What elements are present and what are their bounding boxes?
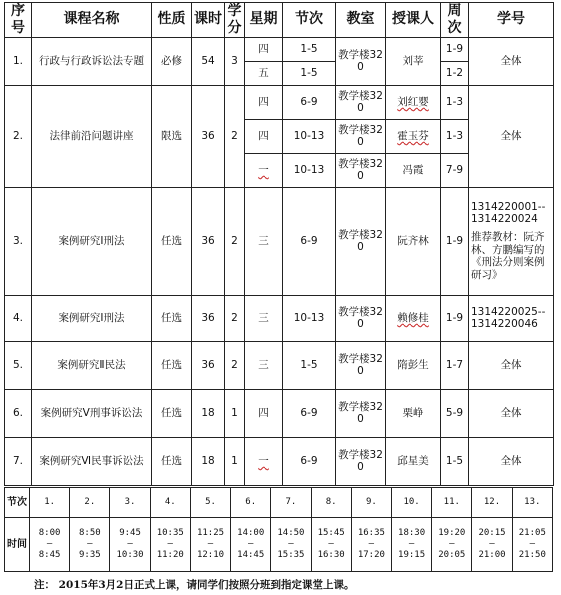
weekday-cell bbox=[245, 437, 283, 485]
period-time bbox=[271, 518, 311, 572]
student-id-cell: 全体 bbox=[469, 37, 554, 85]
nature-cell: 任选 bbox=[152, 295, 192, 341]
period-number: 2. bbox=[70, 488, 110, 518]
period-end: 21:50 bbox=[518, 549, 546, 560]
period-number: 3. bbox=[110, 488, 150, 518]
teacher-name: 霍玉芬 bbox=[397, 129, 429, 142]
teacher-cell: 邱星美 bbox=[386, 437, 441, 485]
period-number: 10. bbox=[391, 488, 431, 518]
course-name-cell: 案例研究Ⅱ民法 bbox=[32, 341, 152, 389]
seq-cell: 2. bbox=[5, 85, 32, 187]
room-cell: 教学楼320 bbox=[336, 153, 386, 187]
teacher-cell: 隋彭生 bbox=[386, 341, 441, 389]
period-end: 17:20 bbox=[357, 549, 385, 560]
period-time bbox=[110, 518, 150, 572]
dash: — bbox=[247, 539, 254, 550]
period-end: 9:35 bbox=[78, 549, 101, 560]
credits-cell: 1 bbox=[225, 437, 245, 485]
dash: — bbox=[127, 539, 133, 550]
textbook-note: 推荐教材：阮齐林、方鹏编写的《刑法分则案例研习》 bbox=[471, 231, 545, 281]
period-start: 21:05 bbox=[518, 528, 546, 539]
periods-cell: 1-5 bbox=[283, 37, 336, 61]
table-row bbox=[5, 37, 554, 61]
room-cell: 教学楼320 bbox=[336, 389, 386, 437]
hours-cell: 36 bbox=[192, 187, 225, 295]
credits-cell: 2 bbox=[225, 341, 245, 389]
weeks-cell: 1-7 bbox=[441, 341, 469, 389]
hours-cell: 36 bbox=[192, 85, 225, 187]
period-time-row bbox=[5, 518, 553, 572]
header-teacher: 授课人 bbox=[386, 3, 441, 38]
periods-cell: 6-9 bbox=[283, 187, 336, 295]
periods-cell: 10-13 bbox=[283, 119, 336, 153]
student-id-range: 1314220001--1314220024 bbox=[471, 200, 546, 226]
period-number: 4. bbox=[150, 488, 190, 518]
period-end: 11:20 bbox=[156, 549, 184, 560]
period-start: 9:45 bbox=[119, 528, 141, 539]
period-time bbox=[70, 518, 110, 572]
weekday-cell: 四 bbox=[245, 37, 283, 61]
weekday-cell: 四 bbox=[245, 389, 283, 437]
header-weeks: 周次 bbox=[441, 3, 469, 38]
periods-cell: 6-9 bbox=[283, 437, 336, 485]
credits-cell: 2 bbox=[225, 85, 245, 187]
period-end: 15:35 bbox=[277, 549, 305, 560]
period-time bbox=[150, 518, 190, 572]
course-name-cell: 法律前沿问题讲座 bbox=[32, 85, 152, 187]
periods-cell: 10-13 bbox=[283, 295, 336, 341]
room-cell: 教学楼320 bbox=[336, 37, 386, 85]
weeks-cell: 1-9 bbox=[441, 187, 469, 295]
nature-cell: 必修 bbox=[152, 37, 192, 85]
header-student-id: 学号 bbox=[469, 3, 554, 38]
period-number: 1. bbox=[30, 488, 70, 518]
period-start: 20:15 bbox=[478, 528, 506, 539]
period-number: 6. bbox=[231, 488, 271, 518]
student-id-cell bbox=[469, 187, 554, 295]
period-start: 11:25 bbox=[196, 528, 225, 539]
hours-cell: 18 bbox=[192, 389, 225, 437]
period-time bbox=[190, 518, 230, 572]
period-end: 19:15 bbox=[398, 549, 426, 560]
dash: — bbox=[368, 539, 375, 550]
weekday-cell: 三 bbox=[245, 341, 283, 389]
course-name-cell: 案例研究Ⅰ刑法 bbox=[32, 187, 152, 295]
room-cell: 教学楼320 bbox=[336, 437, 386, 485]
period-end: 14:45 bbox=[237, 549, 265, 560]
dash: — bbox=[449, 539, 455, 550]
period-end: 8:45 bbox=[38, 549, 61, 560]
weekday-cell bbox=[245, 153, 283, 187]
dash: — bbox=[46, 539, 53, 550]
period-end: 16:30 bbox=[317, 549, 345, 560]
room-cell: 教学楼320 bbox=[336, 295, 386, 341]
period-number-row bbox=[5, 488, 553, 518]
period-time bbox=[432, 518, 472, 572]
nature-cell: 任选 bbox=[152, 389, 192, 437]
periods-cell: 6-9 bbox=[283, 85, 336, 119]
weeks-cell: 7-9 bbox=[441, 153, 469, 187]
header-seq: 序号 bbox=[5, 3, 32, 38]
header-weekday: 星期 bbox=[245, 3, 283, 38]
period-start: 8:00 bbox=[38, 528, 61, 539]
period-end: 21:00 bbox=[478, 549, 506, 560]
period-number: 7. bbox=[271, 488, 311, 518]
room-cell: 教学楼320 bbox=[336, 119, 386, 153]
room-cell: 教学楼320 bbox=[336, 85, 386, 119]
table-row bbox=[5, 389, 554, 437]
seq-cell: 1. bbox=[5, 37, 32, 85]
teacher-cell bbox=[386, 85, 441, 119]
header-course: 课程名称 bbox=[32, 3, 152, 38]
periods-cell: 1-5 bbox=[283, 341, 336, 389]
periods-cell: 1-5 bbox=[283, 61, 336, 85]
dash: — bbox=[167, 539, 173, 550]
weekday-cell: 四 bbox=[245, 119, 283, 153]
credits-cell: 2 bbox=[225, 295, 245, 341]
student-id-cell: 全体 bbox=[469, 389, 554, 437]
dash: — bbox=[328, 539, 334, 550]
period-time bbox=[472, 518, 512, 572]
period-start: 14:50 bbox=[277, 528, 305, 539]
period-number: 8. bbox=[311, 488, 351, 518]
dash: — bbox=[288, 539, 294, 550]
period-number: 12. bbox=[472, 488, 512, 518]
period-number: 5. bbox=[190, 488, 230, 518]
period-number: 9. bbox=[351, 488, 391, 518]
dash: — bbox=[489, 539, 495, 550]
teacher-cell: 冯霞 bbox=[386, 153, 441, 187]
dash: — bbox=[408, 539, 415, 550]
period-end: 12:10 bbox=[196, 549, 225, 560]
teacher-cell bbox=[386, 295, 441, 341]
weekday-text: 一 bbox=[258, 163, 269, 176]
table-row bbox=[5, 85, 554, 119]
course-name-cell: 案例研究Ⅵ民事诉讼法 bbox=[32, 437, 152, 485]
seq-cell: 5. bbox=[5, 341, 32, 389]
hours-cell: 36 bbox=[192, 295, 225, 341]
header-credits: 学分 bbox=[225, 3, 245, 38]
period-time bbox=[512, 518, 552, 572]
room-cell: 教学楼320 bbox=[336, 187, 386, 295]
weeks-cell: 1-2 bbox=[441, 61, 469, 85]
table-row bbox=[5, 295, 554, 341]
period-time bbox=[231, 518, 271, 572]
footnote: 注： 2015年3月2日正式上课，请同学们按照分班到指定课堂上课。 bbox=[34, 579, 355, 591]
student-id-cell: 1314220025--1314220046 bbox=[469, 295, 554, 341]
teacher-name: 刘红婴 bbox=[397, 95, 429, 108]
time-label: 时间 bbox=[5, 518, 30, 572]
course-name-cell: 案例研究Ⅰ刑法 bbox=[32, 295, 152, 341]
header-nature: 性质 bbox=[152, 3, 192, 38]
weeks-cell: 1-5 bbox=[441, 437, 469, 485]
nature-cell: 任选 bbox=[152, 187, 192, 295]
weeks-cell: 1-9 bbox=[441, 37, 469, 61]
weekday-cell: 三 bbox=[245, 187, 283, 295]
seq-cell: 4. bbox=[5, 295, 32, 341]
credits-cell: 3 bbox=[225, 37, 245, 85]
weeks-cell: 1-9 bbox=[441, 295, 469, 341]
weeks-cell: 1-3 bbox=[441, 85, 469, 119]
student-id-cell: 全体 bbox=[469, 437, 554, 485]
header-row bbox=[5, 3, 554, 38]
periods-cell: 6-9 bbox=[283, 389, 336, 437]
period-start: 8:50 bbox=[78, 528, 101, 539]
table-row bbox=[5, 187, 554, 295]
teacher-cell: 刘莘 bbox=[386, 37, 441, 85]
nature-cell: 任选 bbox=[152, 437, 192, 485]
header-room: 教室 bbox=[336, 3, 386, 38]
weekday-cell: 三 bbox=[245, 295, 283, 341]
period-end: 10:30 bbox=[116, 549, 144, 560]
nature-cell: 限选 bbox=[152, 85, 192, 187]
period-time bbox=[351, 518, 391, 572]
header-periods: 节次 bbox=[283, 3, 336, 38]
credits-cell: 2 bbox=[225, 187, 245, 295]
period-time bbox=[391, 518, 431, 572]
period-start: 15:45 bbox=[317, 528, 345, 539]
dash: — bbox=[529, 539, 536, 550]
credits-cell: 1 bbox=[225, 389, 245, 437]
student-id-cell: 全体 bbox=[469, 341, 554, 389]
room-cell: 教学楼320 bbox=[336, 341, 386, 389]
hours-cell: 36 bbox=[192, 341, 225, 389]
dash: — bbox=[207, 539, 214, 550]
table-row bbox=[5, 437, 554, 485]
period-number: 11. bbox=[432, 488, 472, 518]
header-hours: 课时 bbox=[192, 3, 225, 38]
dash: — bbox=[87, 539, 93, 550]
seq-cell: 7. bbox=[5, 437, 32, 485]
weeks-cell: 1-3 bbox=[441, 119, 469, 153]
period-start: 16:35 bbox=[357, 528, 385, 539]
period-end: 20:05 bbox=[438, 549, 466, 560]
period-time bbox=[30, 518, 70, 572]
weeks-cell: 5-9 bbox=[441, 389, 469, 437]
teacher-name: 赖修桂 bbox=[397, 311, 429, 324]
teacher-cell: 栗峥 bbox=[386, 389, 441, 437]
course-name-cell: 案例研究Ⅴ刑事诉讼法 bbox=[32, 389, 152, 437]
period-start: 14:00 bbox=[237, 528, 265, 539]
nature-cell: 任选 bbox=[152, 341, 192, 389]
weekday-cell: 五 bbox=[245, 61, 283, 85]
weekday-cell: 四 bbox=[245, 85, 283, 119]
hours-cell: 54 bbox=[192, 37, 225, 85]
period-number: 13. bbox=[512, 488, 552, 518]
student-id-cell: 全体 bbox=[469, 85, 554, 187]
course-schedule-table bbox=[4, 2, 554, 486]
period-label: 节次 bbox=[5, 488, 30, 518]
seq-cell: 6. bbox=[5, 389, 32, 437]
period-start: 19:20 bbox=[438, 528, 466, 539]
period-start: 18:30 bbox=[398, 528, 426, 539]
period-time bbox=[311, 518, 351, 572]
period-time-table bbox=[4, 487, 553, 572]
periods-cell: 10-13 bbox=[283, 153, 336, 187]
period-start: 10:35 bbox=[156, 528, 184, 539]
weekday-text: 一 bbox=[258, 454, 269, 467]
teacher-cell: 阮齐林 bbox=[386, 187, 441, 295]
teacher-cell bbox=[386, 119, 441, 153]
seq-cell: 3. bbox=[5, 187, 32, 295]
table-row bbox=[5, 341, 554, 389]
hours-cell: 18 bbox=[192, 437, 225, 485]
course-name-cell: 行政与行政诉讼法专题 bbox=[32, 37, 152, 85]
